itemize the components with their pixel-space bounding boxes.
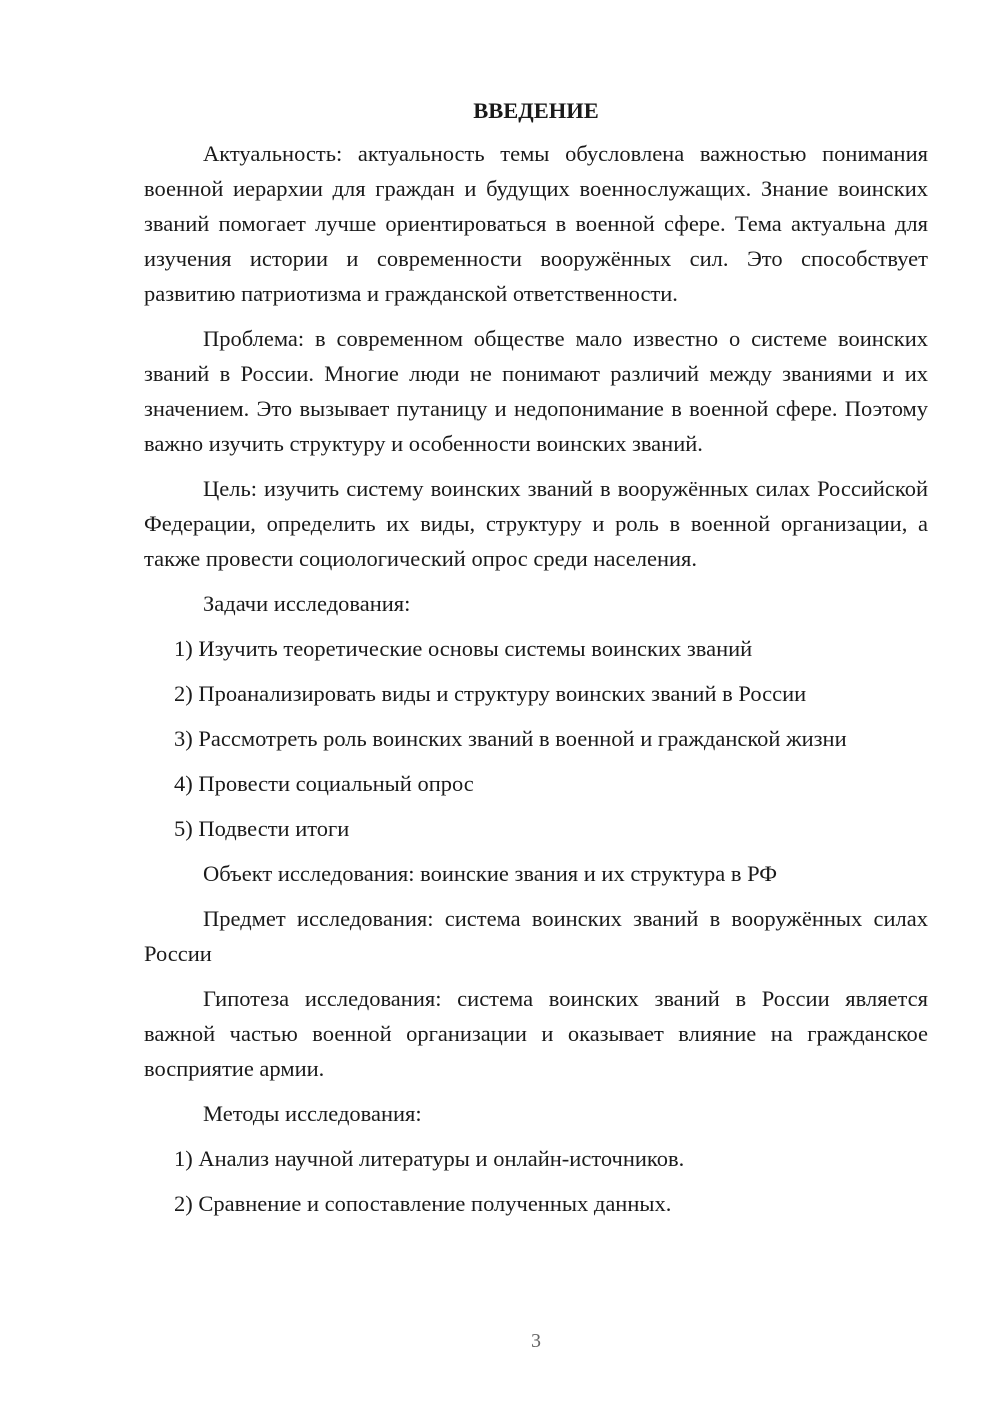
- hypothesis-paragraph: Гипотеза исследования: система воинских званий в России является важной частью военной организации и оказывает влияние на гражданское восприятие армии.: [144, 986, 928, 1081]
- list-item: 4) Провести социальный опрос: [174, 771, 474, 796]
- methods-list: [144, 1141, 928, 1221]
- goal-paragraph: Цель: изучить систему воинских званий в вооружённых силах Российской Федерации, определить их виды, структуру и роль в военной организации, а также провести социологический опрос среди населения.: [144, 476, 928, 571]
- list-item: 5) Подвести итоги: [174, 816, 350, 841]
- section-title: ВВЕДЕНИЕ: [473, 98, 599, 123]
- page-number: 3: [531, 1330, 541, 1352]
- tasks-list: [144, 631, 928, 846]
- methods-heading: Методы исследования:: [203, 1101, 422, 1126]
- list-item: 2) Проанализировать виды и структуру воинских званий в России: [174, 681, 807, 706]
- relevance-paragraph: Актуальность: актуальность темы обусловлена важностью понимания военной иерархии для граждан и будущих военнослужащих. Знание воинских званий помогает лучше ориентироваться в военной сфере. Тема актуальна для изучения истории и современности вооружённых сил. Это способствует развитию патриотизма и гражданской ответственности.: [144, 141, 928, 306]
- object-paragraph: Объект исследования: воинские звания и их структура в РФ: [203, 861, 778, 886]
- problem-paragraph: Проблема: в современном обществе мало известно о системе воинских званий в России. Многие люди не понимают различий между званиями и их значением. Это вызывает путаницу и недопонимание в военной сфере. Поэтому важно изучить структуру и особенности воинских званий.: [144, 326, 928, 456]
- document-page: [144, 96, 928, 1231]
- list-item: 2) Сравнение и сопоставление полученных данных.: [174, 1191, 672, 1216]
- subject-paragraph: Предмет исследования: система воинских званий в вооружённых силах России: [144, 906, 928, 966]
- list-item: 3) Рассмотреть роль воинских званий в военной и гражданской жизни: [174, 726, 847, 751]
- list-item: 1) Изучить теоретические основы системы воинских званий: [174, 636, 753, 661]
- list-item: 1) Анализ научной литературы и онлайн-источников.: [174, 1146, 685, 1171]
- tasks-heading: Задачи исследования:: [203, 591, 411, 616]
